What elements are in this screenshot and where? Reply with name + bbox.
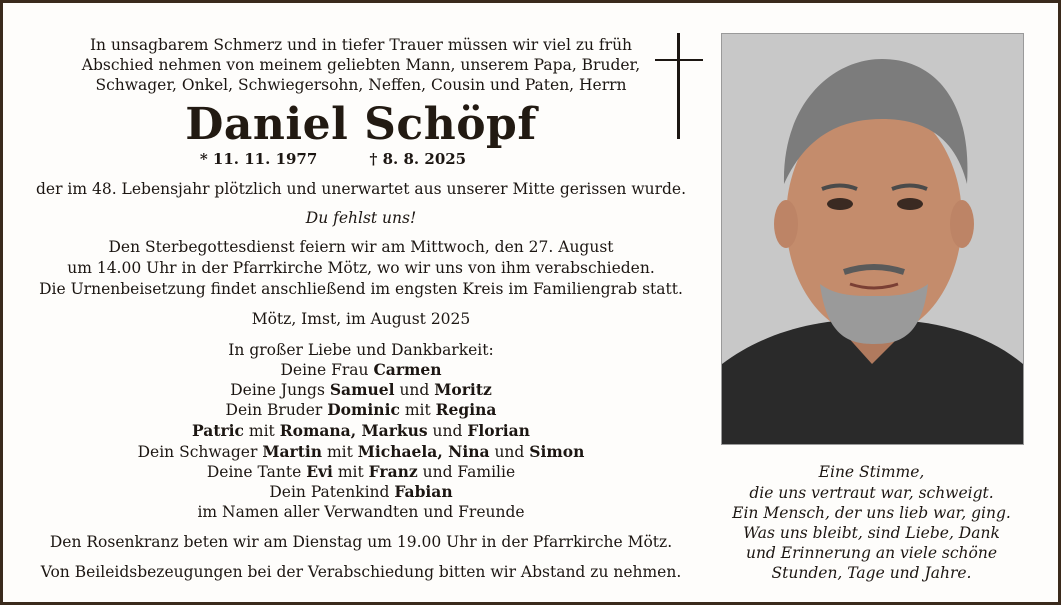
service-line: um 14.00 Uhr in der Pfarrkirche Mötz, wo wir uns von ihm verabschieden.: [67, 259, 655, 277]
life-dates: [3, 150, 663, 168]
intro-line: Schwager, Onkel, Schwiegersohn, Neffen, Cousin und Paten, Herrn: [95, 76, 627, 94]
death-date: † 8. 8. 2025: [369, 150, 467, 168]
service-line: Die Urnenbeisetzung findet anschließend im engsten Kreis im Familiengrab statt.: [39, 280, 683, 298]
family-line-sons: Deine Jungs Samuel und Moritz: [230, 380, 492, 399]
place-date: Mötz, Imst, im August 2025: [251, 310, 471, 328]
poem-line: Eine Stimme,: [818, 463, 925, 481]
family-line-schwager: Dein Schwager Martin mit Michaela, Nina und Simon: [137, 442, 585, 461]
obituary-text-column: [3, 3, 719, 602]
family-line-all: im Namen aller Verwandten und Freunde: [197, 503, 525, 521]
birth-date: * 11. 11. 1977: [199, 150, 318, 168]
intro-line: Abschied nehmen von meinem geliebten Mann, unserem Papa, Bruder,: [81, 56, 641, 74]
poem-line: Was uns bleibt, sind Liebe, Dank: [743, 524, 1000, 542]
rosary-line: Den Rosenkranz beten wir am Dienstag um 19.00 Uhr in der Pfarrkirche Mötz.: [49, 533, 673, 551]
poem-line: Stunden, Tage und Jahre.: [771, 564, 972, 582]
motto: Du fehlst uns!: [305, 209, 417, 227]
family-line-patric: Patric mit Romana, Markus und Florian: [192, 421, 530, 440]
poem-line: Ein Mensch, der uns lieb war, ging.: [732, 504, 1011, 522]
portrait-photo: [721, 33, 1024, 445]
deceased-name: Daniel Schöpf: [185, 99, 537, 150]
service-line: Den Sterbegottesdienst feiern wir am Mittwoch, den 27. August: [108, 238, 614, 256]
death-line: der im 48. Lebensjahr plötzlich und unerwartet aus unserer Mitte gerissen wurde.: [35, 180, 687, 198]
poem-line: die uns vertraut war, schweigt.: [749, 484, 994, 502]
cross-icon: [655, 33, 703, 139]
intro-line: In unsagbarem Schmerz und in tiefer Trauer müssen wir viel zu früh: [89, 36, 633, 54]
family-intro: In großer Liebe und Dankbarkeit:: [228, 341, 494, 359]
family-line-wife: Deine Frau Carmen: [280, 360, 442, 379]
portrait-illustration: [722, 34, 1023, 444]
family-line-aunt: Deine Tante Evi mit Franz und Familie: [206, 462, 516, 481]
condolence-line: Von Beileidsbezeugungen bei der Verabschiedung bitten wir Abstand zu nehmen.: [40, 563, 682, 581]
poem-line: und Erinnerung an viele schöne: [745, 544, 998, 562]
family-line-brother: Dein Bruder Dominic mit Regina: [225, 400, 497, 419]
family-line-godchild: Dein Patenkind Fabian: [269, 482, 453, 501]
